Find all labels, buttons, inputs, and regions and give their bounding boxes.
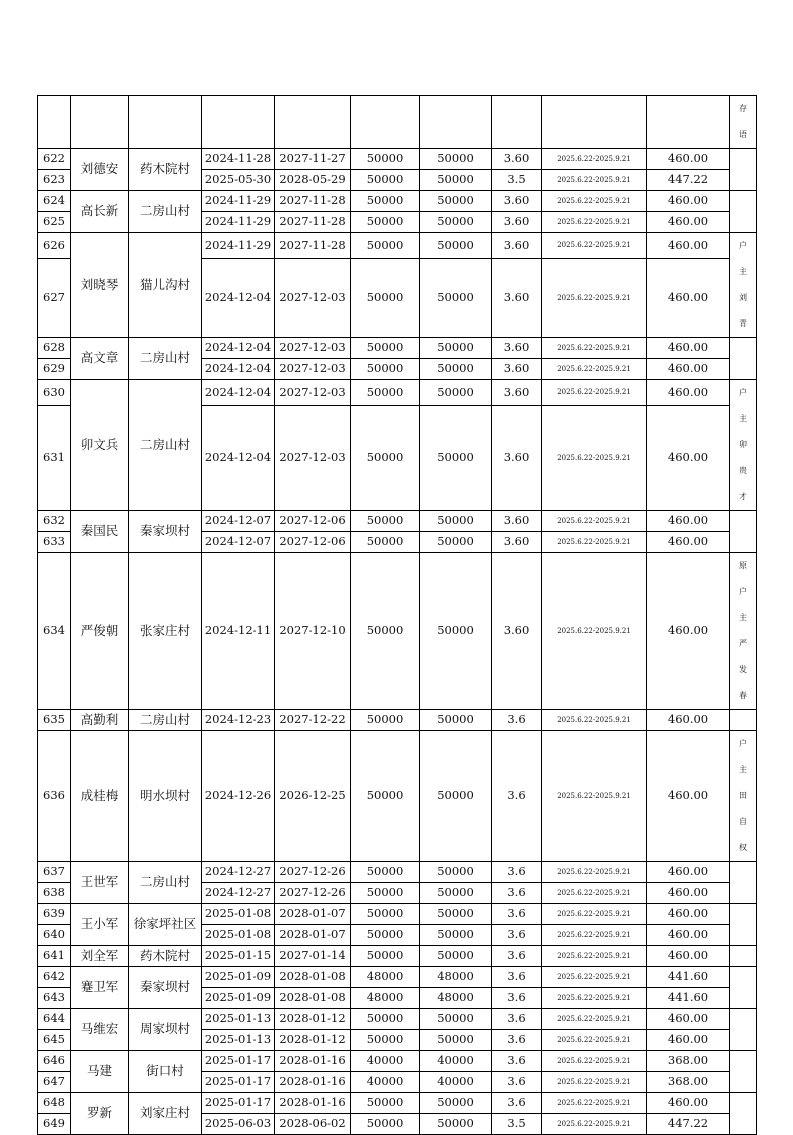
village: 张家庄村 [129,553,202,710]
rate: 3.60 [492,149,542,170]
rate: 3.6 [492,710,542,731]
note-cell [730,1051,757,1093]
end-date: 2027-12-03 [275,359,351,380]
borrower-name: 马维宏 [71,1009,129,1051]
row-number: 632 [38,511,71,532]
note-cell [730,149,757,191]
loan-amount: 50000 [351,511,420,532]
end-date: 2027-12-03 [275,338,351,359]
loan-balance: 50000 [420,1093,492,1114]
rate: 3.60 [492,380,542,406]
interest-amount: 460.00 [647,359,730,380]
loan-balance: 50000 [420,925,492,946]
interest-period: 2025.6.22-2025.9.21 [542,883,647,904]
rate: 3.6 [492,862,542,883]
end-date: 2027-12-06 [275,532,351,553]
interest-period: 2025.6.22-2025.9.21 [542,359,647,380]
row-number: 629 [38,359,71,380]
end-date: 2027-11-27 [275,149,351,170]
interest-amount: 460.00 [647,532,730,553]
end-date: 2028-01-12 [275,1030,351,1051]
loan-balance: 50000 [420,553,492,710]
end-date: 2028-01-16 [275,1093,351,1114]
loan-amount: 50000 [351,406,420,511]
rate: 3.60 [492,191,542,212]
note-cell: 户主卯贵才 [730,380,757,511]
rate: 3.60 [492,532,542,553]
rate: 3.60 [492,406,542,511]
interest-period: 2025.6.22-2025.9.21 [542,946,647,967]
table-row [38,904,757,925]
row-number: 628 [38,338,71,359]
row-number: 634 [38,553,71,710]
row-number: 633 [38,532,71,553]
loan-balance: 50000 [420,1030,492,1051]
loan-balance: 50000 [420,1114,492,1135]
loan-balance: 50000 [420,904,492,925]
loan-balance: 50000 [420,1009,492,1030]
start-date: 2024-11-29 [202,233,275,259]
start-date: 2024-12-04 [202,359,275,380]
end-date: 2027-12-22 [275,710,351,731]
rate: 3.5 [492,170,542,191]
table-row [38,338,757,359]
row-number: 636 [38,731,71,862]
row-number: 643 [38,988,71,1009]
start-date: 2025-01-17 [202,1051,275,1072]
loan-amount: 50000 [351,946,420,967]
borrower-name: 高勤利 [71,710,129,731]
table-row [38,1051,757,1072]
interest-amount: 460.00 [647,1093,730,1114]
interest-amount: 447.22 [647,1114,730,1135]
table-row [38,731,757,862]
loan-balance: 48000 [420,967,492,988]
loan-table [37,95,757,1135]
row-number: 644 [38,1009,71,1030]
borrower-name: 秦国民 [71,511,129,553]
interest-amount: 460.00 [647,946,730,967]
loan-amount: 50000 [351,338,420,359]
interest-period: 2025.6.22-2025.9.21 [542,731,647,862]
table-row [38,946,757,967]
interest-amount: 441.60 [647,988,730,1009]
rate: 3.6 [492,1009,542,1030]
interest-amount: 460.00 [647,731,730,862]
loan-amount: 50000 [351,710,420,731]
rate: 3.6 [492,1051,542,1072]
interest-period: 2025.6.22-2025.9.21 [542,1051,647,1072]
interest-period: 2025.6.22-2025.9.21 [542,1030,647,1051]
borrower-name: 罗新 [71,1093,129,1135]
rate: 3.6 [492,988,542,1009]
interest-amount: 460.00 [647,233,730,259]
note-cell [730,1009,757,1051]
rate: 3.6 [492,904,542,925]
interest-amount: 460.00 [647,925,730,946]
loan-amount: 50000 [351,1114,420,1135]
borrower-name: 马建 [71,1051,129,1093]
loan-amount: 50000 [351,1030,420,1051]
loan-balance: 50000 [420,170,492,191]
loan-amount: 50000 [351,883,420,904]
interest-period: 2025.6.22-2025.9.21 [542,904,647,925]
rate: 3.60 [492,511,542,532]
interest-amount: 460.00 [647,212,730,233]
table-row [38,710,757,731]
row-number: 642 [38,967,71,988]
row-number: 626 [38,233,71,259]
end-date: 2027-12-03 [275,259,351,338]
row-number: 623 [38,170,71,191]
village: 药木院村 [129,946,202,967]
rate: 3.60 [492,259,542,338]
rate: 3.6 [492,1093,542,1114]
table-row [38,511,757,532]
village: 秦家坝村 [129,967,202,1009]
start-date: 2024-12-04 [202,406,275,511]
row-number: 637 [38,862,71,883]
loan-balance: 50000 [420,149,492,170]
note-cell [730,1093,757,1135]
loan-balance: 50000 [420,710,492,731]
note-cell [730,191,757,233]
note-cell [730,710,757,731]
rate: 3.60 [492,212,542,233]
loan-amount: 50000 [351,925,420,946]
loan-amount: 50000 [351,170,420,191]
end-date: 2027-11-28 [275,212,351,233]
borrower-name: 蹇卫军 [71,967,129,1009]
end-date: 2027-12-26 [275,883,351,904]
start-date: 2024-11-28 [202,149,275,170]
table-row [38,380,757,406]
village: 二房山村 [129,710,202,731]
start-date: 2024-12-23 [202,710,275,731]
interest-period: 2025.6.22-2025.9.21 [542,988,647,1009]
loan-amount: 50000 [351,553,420,710]
interest-amount: 447.22 [647,170,730,191]
village: 街口村 [129,1051,202,1093]
rate: 3.6 [492,1030,542,1051]
row-number: 648 [38,1093,71,1114]
loan-balance: 48000 [420,988,492,1009]
interest-period: 2025.6.22-2025.9.21 [542,233,647,259]
interest-period: 2025.6.22-2025.9.21 [542,967,647,988]
end-date: 2028-05-29 [275,170,351,191]
end-date: 2027-12-10 [275,553,351,710]
interest-amount: 460.00 [647,883,730,904]
village: 药木院村 [129,149,202,191]
interest-amount: 368.00 [647,1072,730,1093]
interest-amount: 460.00 [647,149,730,170]
table-row [38,233,757,259]
loan-amount: 50000 [351,191,420,212]
interest-amount: 460.00 [647,406,730,511]
interest-amount: 460.00 [647,259,730,338]
note-cell: 原户主严发春 [730,553,757,710]
village: 明水坝村 [129,731,202,862]
end-date: 2028-01-08 [275,988,351,1009]
table-row [38,553,757,710]
village: 徐家坪社区 [129,904,202,946]
interest-amount: 460.00 [647,710,730,731]
loan-balance: 40000 [420,1072,492,1093]
borrower-name: 高长新 [71,191,129,233]
start-date: 2025-01-17 [202,1093,275,1114]
note-cell [730,946,757,967]
end-date: 2027-11-28 [275,191,351,212]
borrower-name: 卯文兵 [71,380,129,511]
end-date: 2028-06-02 [275,1114,351,1135]
interest-period: 2025.6.22-2025.9.21 [542,1114,647,1135]
interest-amount: 460.00 [647,553,730,710]
interest-amount: 460.00 [647,862,730,883]
row-number: 631 [38,406,71,511]
end-date: 2028-01-16 [275,1051,351,1072]
end-date: 2027-12-03 [275,406,351,511]
start-date: 2024-12-04 [202,338,275,359]
loan-amount: 50000 [351,862,420,883]
row-number: 645 [38,1030,71,1051]
rate: 3.60 [492,338,542,359]
start-date: 2025-01-08 [202,925,275,946]
loan-amount: 50000 [351,359,420,380]
loan-amount: 50000 [351,212,420,233]
borrower-name: 刘全军 [71,946,129,967]
start-date: 2024-11-29 [202,191,275,212]
loan-amount: 50000 [351,380,420,406]
start-date: 2025-01-17 [202,1072,275,1093]
interest-period: 2025.6.22-2025.9.21 [542,170,647,191]
row-number: 641 [38,946,71,967]
start-date: 2024-12-07 [202,511,275,532]
village: 秦家坝村 [129,511,202,553]
table-row [38,191,757,212]
borrower-name: 王世军 [71,862,129,904]
row-number: 638 [38,883,71,904]
interest-period: 2025.6.22-2025.9.21 [542,710,647,731]
loan-amount: 50000 [351,259,420,338]
start-date: 2024-12-04 [202,380,275,406]
row-number: 640 [38,925,71,946]
interest-period: 2025.6.22-2025.9.21 [542,532,647,553]
loan-balance: 50000 [420,212,492,233]
row-number: 649 [38,1114,71,1135]
loan-amount: 50000 [351,233,420,259]
row-number: 635 [38,710,71,731]
interest-period: 2025.6.22-2025.9.21 [542,925,647,946]
borrower-name: 严俊朝 [71,553,129,710]
interest-period: 2025.6.22-2025.9.21 [542,1009,647,1030]
row-number: 630 [38,380,71,406]
table-row [38,862,757,883]
loan-amount: 48000 [351,967,420,988]
start-date: 2025-06-03 [202,1114,275,1135]
loan-amount: 50000 [351,731,420,862]
start-date: 2024-12-26 [202,731,275,862]
rate: 3.6 [492,946,542,967]
rate: 3.6 [492,883,542,904]
loan-balance: 50000 [420,359,492,380]
end-date: 2027-12-26 [275,862,351,883]
loan-balance: 50000 [420,406,492,511]
end-date: 2028-01-08 [275,967,351,988]
loan-amount: 50000 [351,1093,420,1114]
interest-amount: 460.00 [647,511,730,532]
borrower-name: 高文章 [71,338,129,380]
village: 周家坝村 [129,1009,202,1051]
loan-amount: 50000 [351,1009,420,1030]
note-cell [730,904,757,946]
loan-amount: 50000 [351,532,420,553]
note-cell: 户主刘青 [730,233,757,338]
row-number: 627 [38,259,71,338]
interest-period: 2025.6.22-2025.9.21 [542,406,647,511]
village: 二房山村 [129,338,202,380]
borrower-name: 成桂梅 [71,731,129,862]
end-date: 2028-01-12 [275,1009,351,1030]
interest-period: 2025.6.22-2025.9.21 [542,259,647,338]
loan-amount: 40000 [351,1051,420,1072]
start-date: 2025-01-09 [202,967,275,988]
note-cell [730,862,757,904]
interest-amount: 460.00 [647,1030,730,1051]
start-date: 2024-12-11 [202,553,275,710]
note-cell [730,511,757,553]
rate: 3.5 [492,1114,542,1135]
start-date: 2025-01-08 [202,904,275,925]
loan-amount: 50000 [351,149,420,170]
loan-balance: 50000 [420,532,492,553]
loan-balance: 50000 [420,259,492,338]
interest-amount: 441.60 [647,967,730,988]
note-cell: 户主田自权 [730,731,757,862]
start-date: 2024-12-04 [202,259,275,338]
interest-amount: 460.00 [647,338,730,359]
end-date: 2027-12-06 [275,511,351,532]
start-date: 2025-01-15 [202,946,275,967]
village: 猫儿沟村 [129,233,202,338]
village: 二房山村 [129,191,202,233]
note-cell: 存语 [730,96,757,149]
interest-period: 2025.6.22-2025.9.21 [542,191,647,212]
loan-amount: 50000 [351,904,420,925]
borrower-name: 王小军 [71,904,129,946]
row-number: 624 [38,191,71,212]
loan-balance: 50000 [420,883,492,904]
rate: 3.60 [492,553,542,710]
rate: 3.6 [492,1072,542,1093]
start-date: 2025-01-09 [202,988,275,1009]
village: 二房山村 [129,862,202,904]
rate: 3.6 [492,925,542,946]
interest-period: 2025.6.22-2025.9.21 [542,338,647,359]
interest-amount: 460.00 [647,191,730,212]
row-number: 622 [38,149,71,170]
start-date: 2025-01-13 [202,1009,275,1030]
top-row [38,96,757,149]
end-date: 2027-11-28 [275,233,351,259]
start-date: 2024-11-29 [202,212,275,233]
borrower-name: 刘晓琴 [71,233,129,338]
row-number: 647 [38,1072,71,1093]
start-date: 2025-05-30 [202,170,275,191]
interest-period: 2025.6.22-2025.9.21 [542,553,647,710]
interest-period: 2025.6.22-2025.9.21 [542,212,647,233]
end-date: 2027-12-03 [275,380,351,406]
rate: 3.60 [492,233,542,259]
loan-balance: 50000 [420,380,492,406]
loan-balance: 50000 [420,338,492,359]
loan-amount: 48000 [351,988,420,1009]
village: 二房山村 [129,380,202,511]
interest-period: 2025.6.22-2025.9.21 [542,1093,647,1114]
table-row [38,149,757,170]
village: 刘家庄村 [129,1093,202,1135]
table-row [38,1009,757,1030]
interest-amount: 460.00 [647,904,730,925]
interest-amount: 368.00 [647,1051,730,1072]
borrower-name: 刘德安 [71,149,129,191]
loan-balance: 40000 [420,1051,492,1072]
end-date: 2027-01-14 [275,946,351,967]
start-date: 2025-01-13 [202,1030,275,1051]
loan-balance: 50000 [420,233,492,259]
row-number: 646 [38,1051,71,1072]
start-date: 2024-12-27 [202,883,275,904]
interest-period: 2025.6.22-2025.9.21 [542,1072,647,1093]
start-date: 2024-12-27 [202,862,275,883]
loan-balance: 50000 [420,191,492,212]
end-date: 2026-12-25 [275,731,351,862]
loan-balance: 50000 [420,511,492,532]
loan-balance: 50000 [420,946,492,967]
loan-balance: 50000 [420,731,492,862]
row-number: 639 [38,904,71,925]
end-date: 2028-01-07 [275,925,351,946]
rate: 3.6 [492,731,542,862]
note-cell [730,967,757,1009]
interest-period: 2025.6.22-2025.9.21 [542,380,647,406]
table-row [38,1093,757,1114]
loan-balance: 50000 [420,862,492,883]
interest-amount: 460.00 [647,1009,730,1030]
rate: 3.6 [492,967,542,988]
end-date: 2028-01-07 [275,904,351,925]
interest-amount: 460.00 [647,380,730,406]
end-date: 2028-01-16 [275,1072,351,1093]
interest-period: 2025.6.22-2025.9.21 [542,862,647,883]
loan-amount: 40000 [351,1072,420,1093]
interest-period: 2025.6.22-2025.9.21 [542,511,647,532]
start-date: 2024-12-07 [202,532,275,553]
note-cell [730,338,757,380]
row-number: 625 [38,212,71,233]
rate: 3.60 [492,359,542,380]
interest-period: 2025.6.22-2025.9.21 [542,149,647,170]
table-row [38,967,757,988]
